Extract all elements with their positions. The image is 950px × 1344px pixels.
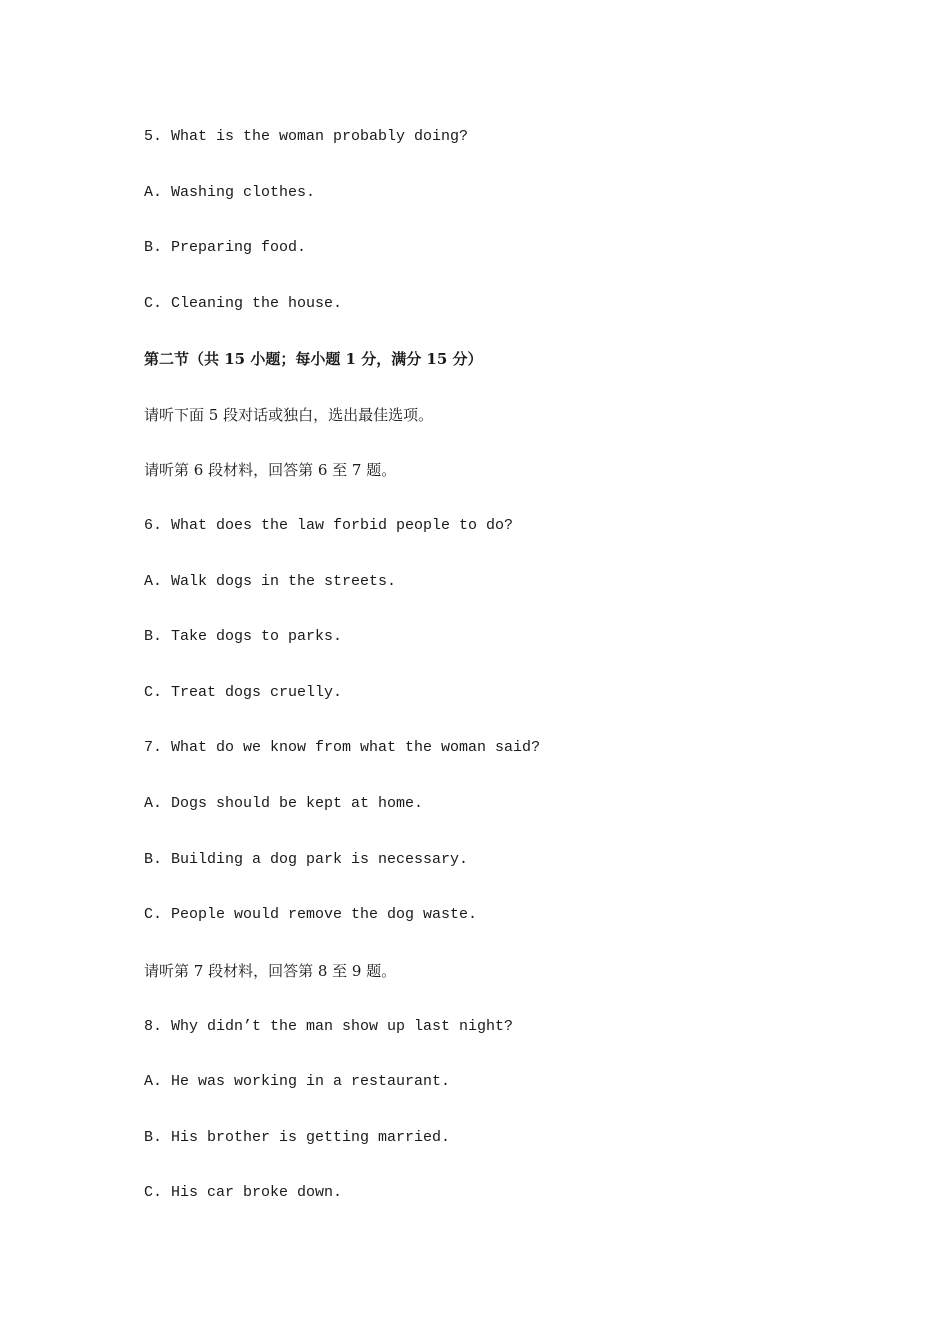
section-2-heading: 第二节（共 15 小题；每小题 1 分，满分 15 分）	[144, 350, 483, 368]
question-5: 5. What is the woman probably doing?	[144, 128, 469, 145]
question-7-option-c: C. People would remove the dog waste.	[144, 906, 478, 923]
question-8-option-c: C. His car broke down.	[144, 1184, 343, 1201]
question-7-option-b: B. Building a dog park is necessary.	[144, 851, 469, 868]
passage-6-intro: 请听第 6 段材料，回答第 6 至 7 题。	[144, 461, 397, 479]
question-6-option-a: A. Walk dogs in the streets.	[144, 573, 397, 590]
question-8-option-b: B. His brother is getting married.	[144, 1129, 451, 1146]
question-7-option-a: A. Dogs should be kept at home.	[144, 795, 424, 812]
question-5-option-a: A. Washing clothes.	[144, 184, 316, 201]
question-6: 6. What does the law forbid people to do?	[144, 517, 514, 534]
question-6-option-c: C. Treat dogs cruelly.	[144, 684, 343, 701]
section-2-instruction: 请听下面 5 段对话或独白，选出最佳选项。	[144, 406, 434, 424]
question-6-option-b: B. Take dogs to parks.	[144, 628, 343, 645]
question-7: 7. What do we know from what the woman said?	[144, 739, 541, 756]
question-8-option-a: A. He was working in a restaurant.	[144, 1073, 451, 1090]
question-5-option-c: C. Cleaning the house.	[144, 295, 343, 312]
question-5-option-b: B. Preparing food.	[144, 239, 307, 256]
question-8: 8. Why didn’t the man show up last night?	[144, 1018, 514, 1035]
passage-7-intro: 请听第 7 段材料，回答第 8 至 9 题。	[144, 962, 397, 980]
